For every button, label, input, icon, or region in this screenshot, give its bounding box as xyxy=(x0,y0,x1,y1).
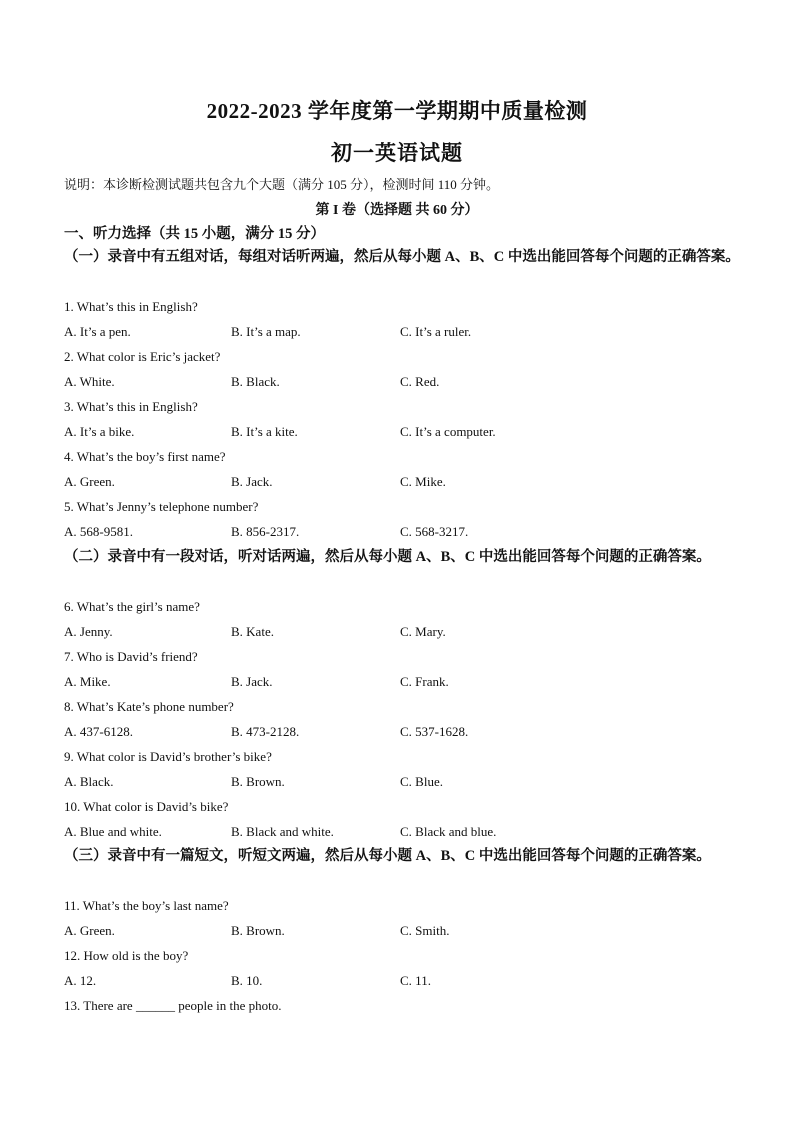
q12-option-a: A. 12. xyxy=(64,973,97,988)
q10-option-c: C. Black and blue. xyxy=(400,824,497,839)
exam-title: 2022-2023 学年度第一学期期中质量检测 xyxy=(206,99,588,123)
q3-option-c: C. It’s a computer. xyxy=(400,424,496,439)
question-11: 11. What’s the boy’s last name? xyxy=(64,898,229,913)
q1-option-c: C. It’s a ruler. xyxy=(400,324,472,339)
q1-option-a: A. It’s a pen. xyxy=(64,324,131,339)
q2-option-c: C. Red. xyxy=(400,374,440,389)
question-6: 6. What’s the girl’s name? xyxy=(64,599,200,614)
q8-option-b: B. 473-2128. xyxy=(231,724,300,739)
q6-option-c: C. Mary. xyxy=(400,624,446,639)
q12-option-b: B. 10. xyxy=(231,973,263,988)
question-9: 9. What color is David’s brother’s bike? xyxy=(64,749,272,764)
q3-option-a: A. It’s a bike. xyxy=(64,424,135,439)
q11-option-a: A. Green. xyxy=(64,923,115,938)
question-7: 7. Who is David’s friend? xyxy=(64,649,198,664)
q2-option-a: A. White. xyxy=(64,374,115,389)
question-4: 4. What’s the boy’s first name? xyxy=(64,449,226,464)
q4-option-a: A. Green. xyxy=(64,474,115,489)
q4-option-b: B. Jack. xyxy=(231,474,273,489)
q10-option-a: A. Blue and white. xyxy=(64,824,162,839)
question-10: 10. What color is David’s bike? xyxy=(64,799,229,814)
q5-option-b: B. 856-2317. xyxy=(231,524,300,539)
q5-option-a: A. 568-9581. xyxy=(64,524,133,539)
subsection-1-instructions: （一）录音中有五组对话，每组对话听两遍，然后从每小题 A、B、C 中选出能回答每个问题的正确答案。 xyxy=(64,249,740,265)
q9-option-a: A. Black. xyxy=(64,774,114,789)
subsection-3-instructions: （三）录音中有一篇短文，听短文两遍，然后从每小题 A、B、C 中选出能回答每个问题的正确答案。 xyxy=(64,848,711,864)
q3-option-b: B. It’s a kite. xyxy=(231,424,298,439)
question-13: 13. There are ______ people in the photo. xyxy=(64,998,282,1013)
q10-option-b: B. Black and white. xyxy=(231,824,334,839)
question-5: 5. What’s Jenny’s telephone number? xyxy=(64,499,259,514)
q8-option-c: C. 537-1628. xyxy=(400,724,469,739)
q9-option-c: C. Blue. xyxy=(400,774,443,789)
part-one-title: 第 I 卷（选择题 共 60 分） xyxy=(315,203,479,218)
q7-option-b: B. Jack. xyxy=(231,674,273,689)
q7-option-c: C. Frank. xyxy=(400,674,449,689)
q8-option-a: A. 437-6128. xyxy=(64,724,133,739)
exam-subtitle: 初一英语试题 xyxy=(331,141,463,165)
question-3: 3. What’s this in English? xyxy=(64,399,198,414)
q9-option-b: B. Brown. xyxy=(231,774,285,789)
q6-option-b: B. Kate. xyxy=(231,624,274,639)
question-2: 2. What color is Eric’s jacket? xyxy=(64,349,221,364)
q7-option-a: A. Mike. xyxy=(64,674,111,689)
question-8: 8. What’s Kate’s phone number? xyxy=(64,699,234,714)
subsection-2-instructions: （二）录音中有一段对话，听对话两遍，然后从每小题 A、B、C 中选出能回答每个问题的正确答案。 xyxy=(64,549,711,565)
q12-option-c: C. 11. xyxy=(400,973,431,988)
question-12: 12. How old is the boy? xyxy=(64,948,189,963)
q4-option-c: C. Mike. xyxy=(400,474,446,489)
q1-option-b: B. It’s a map. xyxy=(231,324,301,339)
exam-instructions: 说明：本诊断检测试题共包含九个大题（满分 105 分），检测时间 110 分钟。 xyxy=(64,177,500,192)
q5-option-c: C. 568-3217. xyxy=(400,524,469,539)
section-listening-title: 一、听力选择（共 15 小题，满分 15 分） xyxy=(64,226,325,242)
q11-option-c: C. Smith. xyxy=(400,923,450,938)
question-1: 1. What’s this in English? xyxy=(64,299,198,314)
q6-option-a: A. Jenny. xyxy=(64,624,113,639)
q11-option-b: B. Brown. xyxy=(231,923,285,938)
q2-option-b: B. Black. xyxy=(231,374,280,389)
